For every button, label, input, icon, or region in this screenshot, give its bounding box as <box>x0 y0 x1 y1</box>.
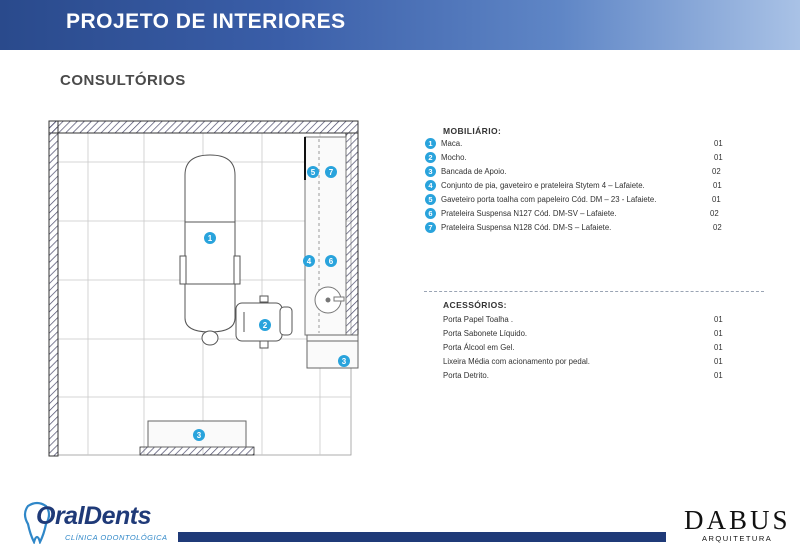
item-qty: 02 <box>713 223 722 232</box>
footer-bar <box>178 532 666 542</box>
svg-text:6: 6 <box>328 257 334 266</box>
item-label: Prateleira Suspensa N128 Cód. DM-S – Lafaiete. <box>441 223 612 232</box>
mobiliario-item <box>425 194 730 207</box>
section-divider <box>424 291 764 292</box>
item-qty: 01 <box>714 153 723 162</box>
svg-text:5: 5 <box>310 168 316 177</box>
dental-chair <box>180 155 240 345</box>
item-number-badge: 1 <box>425 138 436 149</box>
svg-text:1: 1 <box>207 234 213 243</box>
item-qty: 01 <box>714 329 723 338</box>
logo-wordmark: OralDents <box>36 502 151 530</box>
item-label: Gaveteiro porta toalha com papeleiro Cód. DM – 23 - Lafaiete. <box>441 195 657 204</box>
item-number-badge: 6 <box>425 208 436 219</box>
logo-tagline: CLÍNICA ODONTOLÓGICA <box>65 533 168 542</box>
item-qty: 01 <box>712 195 721 204</box>
plan-marker-2 <box>259 319 271 331</box>
section-title: CONSULTÓRIOS <box>60 72 186 89</box>
acessorios-heading: ACESSÓRIOS: <box>443 300 507 310</box>
acessorio-item <box>443 329 728 341</box>
item-qty: 01 <box>714 357 723 366</box>
acessorio-item <box>443 357 728 369</box>
mobiliario-item <box>425 222 730 235</box>
item-qty: 01 <box>714 343 723 352</box>
item-label: Porta Papel Toalha . <box>443 315 514 324</box>
plan-marker-1 <box>204 232 216 244</box>
item-label: Porta Álcool em Gel. <box>443 343 515 352</box>
item-label: Porta Sabonete Líquido. <box>443 329 528 338</box>
plan-marker-3-right <box>338 355 350 367</box>
item-label: Conjunto de pia, gaveteiro e prateleira Stytem 4 – Lafaiete. <box>441 181 645 190</box>
mobiliario-item <box>425 208 730 221</box>
item-number-badge: 5 <box>425 194 436 205</box>
item-qty: 01 <box>714 139 723 148</box>
item-number-badge: 2 <box>425 152 436 163</box>
item-number-badge: 7 <box>425 222 436 233</box>
item-label: Lixeira Média com acionamento por pedal. <box>443 357 590 366</box>
plan-marker-5 <box>307 166 319 178</box>
svg-text:3: 3 <box>196 431 202 440</box>
item-qty: 02 <box>712 167 721 176</box>
item-label: Bancada de Apoio. <box>441 167 507 176</box>
mobiliario-item <box>425 138 730 151</box>
item-qty: 02 <box>710 209 719 218</box>
item-label: Prateleira Suspensa N127 Cód. DM-SV – Lafaiete. <box>441 209 617 218</box>
plan-marker-4 <box>303 255 315 267</box>
plan-marker-3-bottom <box>193 429 205 441</box>
svg-text:2: 2 <box>262 321 268 330</box>
plan-marker-7 <box>325 166 337 178</box>
plan-marker-6 <box>325 255 337 267</box>
item-label: Maca. <box>441 139 463 148</box>
item-qty: 01 <box>714 371 723 380</box>
page-title: PROJETO DE INTERIORES <box>66 10 346 33</box>
svg-text:4: 4 <box>306 257 312 266</box>
mobiliario-item <box>425 166 730 179</box>
mobiliario-item <box>425 180 730 193</box>
dabus-tagline: ARQUITETURA <box>702 534 773 543</box>
acessorio-item <box>443 343 728 355</box>
item-number-badge: 3 <box>425 166 436 177</box>
dabus-wordmark: DABUS <box>684 505 791 535</box>
svg-text:3: 3 <box>341 357 347 366</box>
svg-text:7: 7 <box>328 168 334 177</box>
acessorio-item <box>443 315 728 327</box>
item-qty: 01 <box>714 315 723 324</box>
dabus-logo <box>684 505 791 545</box>
item-label: Porta Detrito. <box>443 371 489 380</box>
item-qty: 01 <box>713 181 722 190</box>
oraldents-logo <box>22 500 172 548</box>
mobiliario-item <box>425 152 730 165</box>
item-number-badge: 4 <box>425 180 436 191</box>
acessorio-item <box>443 371 728 383</box>
item-label: Mocho. <box>441 153 467 162</box>
mobiliario-heading: MOBILIÁRIO: <box>443 126 502 136</box>
bench-right <box>307 335 358 368</box>
